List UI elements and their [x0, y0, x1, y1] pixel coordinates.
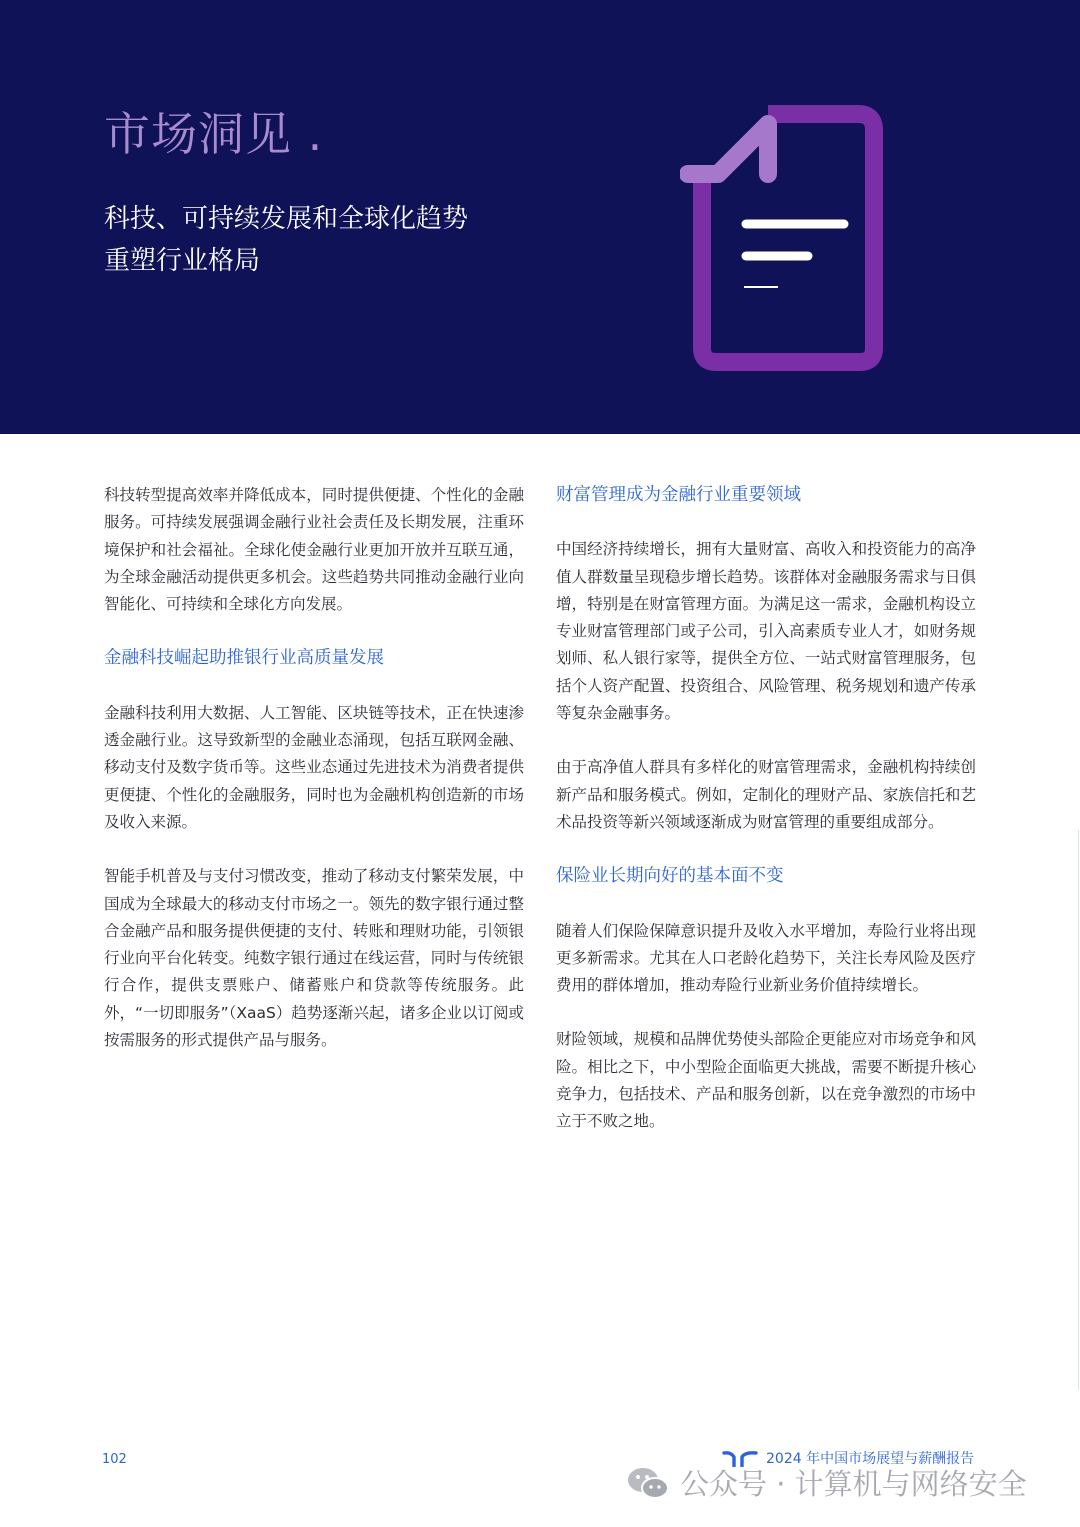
page-edge-divider	[1078, 830, 1079, 1390]
hero-subtitle-line: 科技、可持续发展和全球化趋势	[104, 204, 469, 234]
intro-paragraph: 科技转型提高效率并降低成本，同时提供便捷、个性化的金融服务。可持续发展强调金融行业社会责任及长期发展，注重环境保护和社会福祉。全球化使金融行业更加开放并互联互通，为全球金融活动提供更多机会。这些趋势共同推动金融行业向智能化、可持续和全球化方向发展。	[104, 486, 524, 614]
section-heading-wealth: 财富管理成为金融行业重要领域	[556, 485, 801, 505]
section-heading-fintech: 金融科技崛起助推银行业高质量发展	[104, 648, 384, 669]
paragraph: 中国经济持续增长，拥有大量财富、高收入和投资能力的高净值人群数量呈现稳步增长趋势。该群体对金融服务需求与日俱增，特别是在财富管理方面。为满足这一需求，金融机构设立专业财富管理部门或子公司，引入高素质专业人才，如财务规划师、私人银行家等，提供全方位、一站式财富管理服务，包括个人资产配置、投资组合、风险管理、税务规划和遗产传承等复杂金融事务。	[556, 540, 976, 723]
page-number: 102	[102, 1452, 127, 1467]
paragraph: 由于高净值人群具有多样化的财富管理需求，金融机构持续创新产品和服务模式。例如，定制化的理财产品、家族信托和艺术品投资等新兴领域逐渐成为财富管理的重要组成部分。	[556, 758, 976, 831]
watermark-text: 公众号 · 计算机与网络安全	[680, 1467, 1027, 1501]
wechat-icon	[626, 1465, 670, 1501]
hero-subtitle-line: 重塑行业格局	[104, 246, 261, 276]
left-column	[104, 482, 524, 1081]
page-title: 市场洞见 .	[104, 107, 324, 161]
hero-subtitle	[104, 198, 564, 282]
paragraph: 随着人们保险保障意识提升及收入水平增加，寿险行业将出现更多新需求。尤其在人口老龄化趋势下，关注长寿风险及医疗费用的群体增加，推动寿险行业新业务价值持续增长。	[556, 921, 976, 995]
paragraph: 金融科技利用大数据、人工智能、区块链等技术，正在快速渗透金融行业。这导致新型的金融业态涌现，包括互联网金融、移动支付及数字货币等。这些业态通过先进技术为消费者提供更便捷、个性化的金融服务，同时也为金融机构创造新的市场及收入来源。	[104, 703, 524, 831]
paragraph: 智能手机普及与支付习惯改变，推动了移动支付繁荣发展，中国成为全球最大的移动支付市场之一。领先的数字银行通过整合金融产品和服务提供便捷的支付、转账和理财功能，引领银行业向平台化转变。纯数字银行通过在线运营，同时与传统银行合作，提供支票账户、储蓄账户和贷款等传统服务。此外，“一切即服务”（XaaS）趋势逐渐兴起，诸多企业以订阅或按需服务的形式提供产品与服务。	[104, 867, 524, 1050]
section-heading-insurance: 保险业长期向好的基本面不变	[556, 866, 784, 887]
paragraph: 财险领域，规模和品牌优势使头部险企更能应对市场竞争和风险。相比之下，中小型险企面临更大挑战，需要不断提升核心竞争力，包括技术、产品和服务创新，以在竞争激烈的市场中立于不败之地。	[556, 1030, 976, 1131]
watermark	[626, 1462, 1027, 1503]
report-title: 2024 年中国市场展望与薪酬报告	[766, 1451, 975, 1467]
document-icon	[680, 100, 890, 375]
right-column	[556, 482, 976, 1163]
hero-banner	[0, 0, 1080, 434]
